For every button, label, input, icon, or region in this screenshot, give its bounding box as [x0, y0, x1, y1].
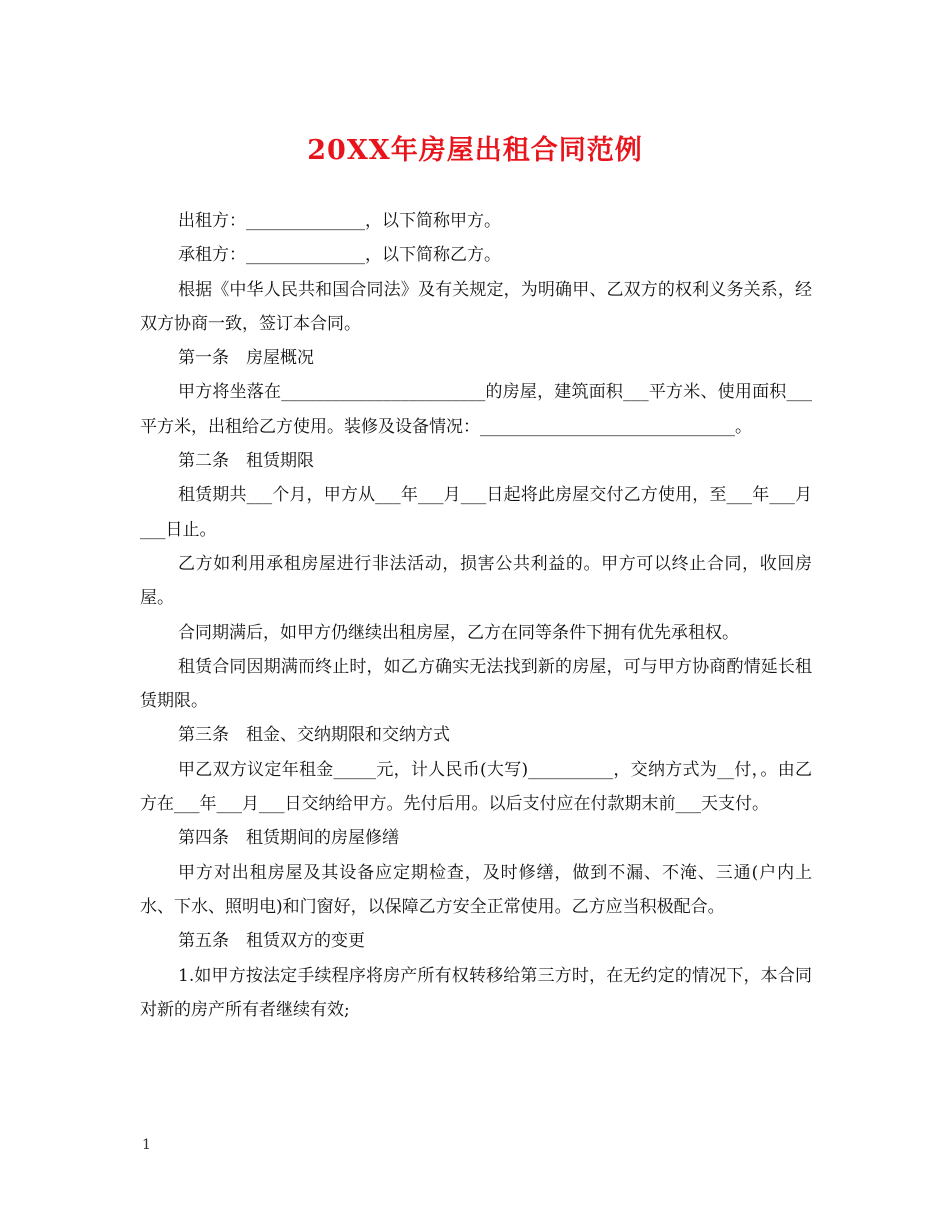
paragraph-lessee: 承租方：______________，以下简称乙方。 [178, 245, 501, 266]
article-4-heading: 第四条 租赁期间的房屋修缮 [178, 828, 399, 849]
page-number: 1 [142, 1137, 151, 1153]
article-1-text: 甲方将坐落在________________________的房屋，建筑面积___平方米、使用面积___平方米，出租给乙方使用。装修及设备情况：______________________________。 [140, 382, 812, 437]
article-2-extension: 租赁合同因期满而终止时，如乙方确实无法找到新的房屋，可与甲方协商酌情延长租赁期限。 [140, 656, 812, 712]
article-2-renewal-priority: 合同期满后，如甲方仍继续出租房屋，乙方在同等条件下拥有优先承租权。 [178, 622, 739, 643]
article-2-term: 租赁期共___个月，甲方从___年___月___日起将此房屋交付乙方使用，至___年___月___日止。 [140, 485, 812, 540]
article-4-text: 甲方对出租房屋及其设备应定期检查，及时修缮，做到不漏、不淹、三通(户内上水、下水、照明电)和门窗好，以保障乙方安全正常使用。乙方应当积极配合。 [140, 862, 812, 917]
article-2-illegal-use: 乙方如利用承租房屋进行非法活动，损害公共利益的。甲方可以终止合同，收回房屋。 [140, 553, 812, 609]
article-2-heading: 第二条 租赁期限 [178, 451, 314, 472]
paragraph-lessor: 出租方：______________，以下简称甲方。 [178, 211, 501, 231]
paragraph-preamble: 根据《中华人民共和国合同法》及有关规定，为明确甲、乙双方的权利义务关系，经双方协商一致，签订本合同。 [140, 279, 812, 334]
article-1-heading: 第一条 房屋概况 [178, 348, 314, 369]
article-3-text: 甲乙双方议定年租金_____元，计人民币(大写)__________，交纳方式为__付，。由乙方在___年___月___日交纳给甲方。先付后用。以后支付应在付款期末前___天支付。 [140, 759, 812, 815]
document-title: 20XX年房屋出租合同范例 [307, 135, 643, 166]
article-3-heading: 第三条 租金、交纳期限和交纳方式 [178, 725, 450, 746]
article-5-item-1: 1.如甲方按法定手续程序将房产所有权转移给第三方时，在无约定的情况下，本合同对新的房产所有者继续有效; [140, 965, 812, 1020]
document-body [140, 204, 812, 1027]
article-5-heading: 第五条 租赁双方的变更 [178, 931, 365, 952]
